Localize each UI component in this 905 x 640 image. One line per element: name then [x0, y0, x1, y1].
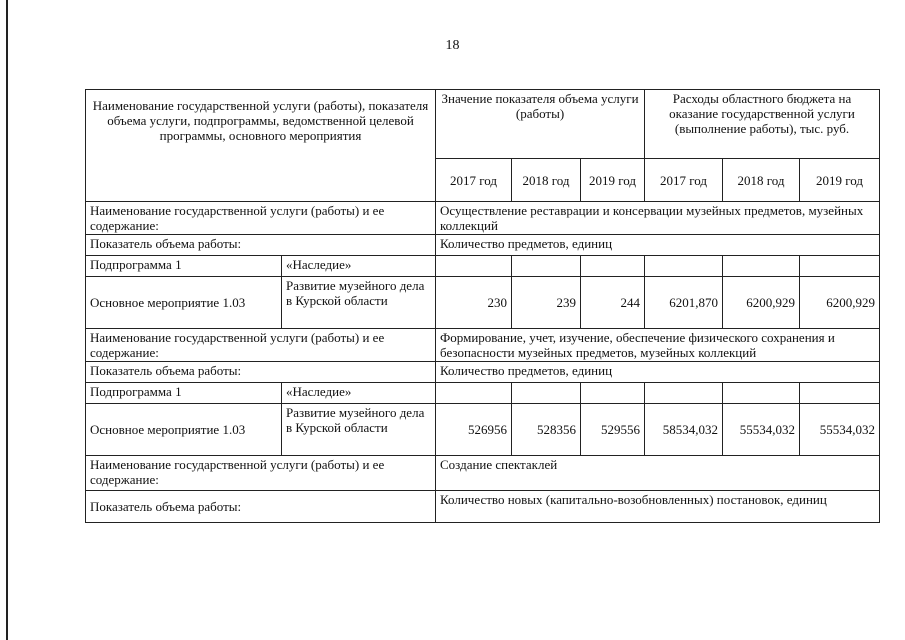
year-cell: 2017 год: [645, 159, 723, 202]
year-cell: 2019 год: [581, 159, 645, 202]
empty-cell: [581, 383, 645, 404]
empty-cell: [800, 383, 880, 404]
activity-value: Развитие музейного дела в Курской области: [282, 404, 436, 456]
empty-cell: [436, 383, 512, 404]
value-cell: 55534,032: [723, 404, 800, 456]
year-cell: 2019 год: [800, 159, 880, 202]
empty-cell: [581, 256, 645, 277]
value-cell: 6200,929: [800, 277, 880, 329]
indicator-row: [86, 235, 880, 256]
header-expense-col: Расходы областного бюджета на оказание государственной услуги (выполнение работы), тыс. руб.: [645, 90, 880, 159]
empty-cell: [512, 383, 581, 404]
service-value: Формирование, учет, изучение, обеспечение физического сохранения и безопасности музейных предметов, музейных коллекций: [436, 329, 880, 362]
year-cell: 2017 год: [436, 159, 512, 202]
service-value: Создание спектаклей: [436, 456, 880, 491]
indicator-label: Показатель объема работы:: [86, 235, 436, 256]
service-label: Наименование государственной услуги (работы) и ее содержание:: [86, 202, 436, 235]
indicator-label: Показатель объема работы:: [86, 362, 436, 383]
empty-cell: [723, 383, 800, 404]
header-volume-col: Значение показателя объема услуги (работы): [436, 90, 645, 159]
empty-cell: [436, 256, 512, 277]
subprogram-value: «Наследие»: [282, 383, 436, 404]
indicator-value: Количество предметов, единиц: [436, 362, 880, 383]
subprogram-row: [86, 256, 880, 277]
value-cell: 239: [512, 277, 581, 329]
activity-label: Основное мероприятие 1.03: [86, 404, 282, 456]
service-value: Осуществление реставрации и консервации музейных предметов, музейных коллекций: [436, 202, 880, 235]
value-cell: 230: [436, 277, 512, 329]
activity-value: Развитие музейного дела в Курской области: [282, 277, 436, 329]
indicator-row: [86, 491, 880, 523]
indicator-value: Количество предметов, единиц: [436, 235, 880, 256]
empty-cell: [800, 256, 880, 277]
header-name-col: Наименование государственной услуги (работы), показателя объема услуги, подпрограммы, ведомственной целевой программы, основного мероприятия: [86, 90, 436, 202]
empty-cell: [645, 383, 723, 404]
value-cell: 528356: [512, 404, 581, 456]
subprogram-label: Подпрограмма 1: [86, 383, 282, 404]
page-edge-rule: [6, 0, 8, 640]
indicator-row: [86, 362, 880, 383]
service-row: [86, 456, 880, 491]
service-row: [86, 202, 880, 235]
activity-row: [86, 277, 880, 329]
empty-cell: [512, 256, 581, 277]
year-cell: 2018 год: [723, 159, 800, 202]
activity-label: Основное мероприятие 1.03: [86, 277, 282, 329]
empty-cell: [723, 256, 800, 277]
activity-row: [86, 404, 880, 456]
service-label: Наименование государственной услуги (работы) и ее содержание:: [86, 329, 436, 362]
value-cell: 55534,032: [800, 404, 880, 456]
service-label: Наименование государственной услуги (работы) и ее содержание:: [86, 456, 436, 491]
value-cell: 58534,032: [645, 404, 723, 456]
service-row: [86, 329, 880, 362]
value-cell: 529556: [581, 404, 645, 456]
subprogram-row: [86, 383, 880, 404]
value-cell: 6201,870: [645, 277, 723, 329]
value-cell: 244: [581, 277, 645, 329]
value-cell: 6200,929: [723, 277, 800, 329]
page-number: 18: [445, 38, 460, 53]
header-row: [86, 90, 880, 159]
budget-table: [85, 89, 880, 523]
year-cell: 2018 год: [512, 159, 581, 202]
indicator-value: Количество новых (капитально-возобновленных) постановок, единиц: [436, 491, 880, 523]
value-cell: 526956: [436, 404, 512, 456]
subprogram-label: Подпрограмма 1: [86, 256, 282, 277]
empty-cell: [645, 256, 723, 277]
indicator-label: Показатель объема работы:: [86, 491, 436, 523]
subprogram-value: «Наследие»: [282, 256, 436, 277]
